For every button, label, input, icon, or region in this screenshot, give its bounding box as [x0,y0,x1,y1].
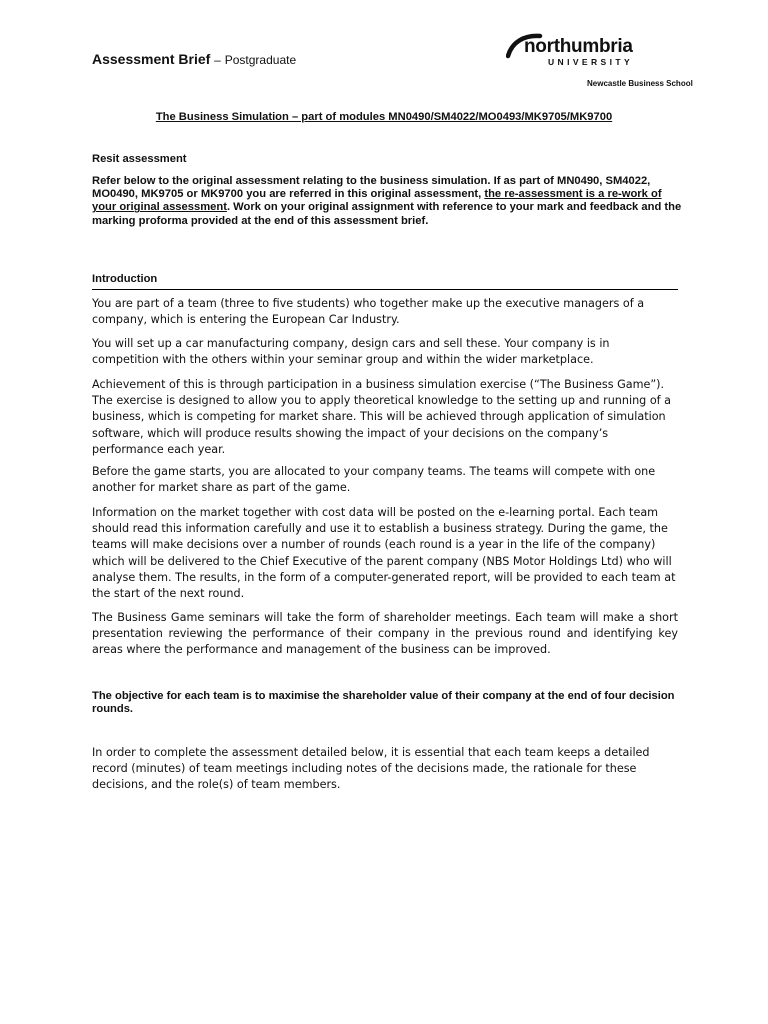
header-title [92,51,296,67]
resit-text-end: . Work on your original assignment with reference to your mark and feedback and the marking proforma provided at the end of this assessment brief. [92,201,682,227]
objective-statement: The objective for each team is to maximise the shareholder value of their company at the end of four decision rounds. [92,690,675,716]
resit-text-underlined: the re-assessment is a re-work of your original assessment [92,188,662,214]
introduction-divider [92,289,678,290]
logo-school-name: Newcastle Business School [587,79,693,88]
document-title: The Business Simulation – part of modules MN0490/SM4022/MO0493/MK9705/MK9700 [155,111,613,123]
university-logo [506,32,693,92]
logo-wordmark: northumbria [524,36,633,57]
resit-text-start: Refer below to the original assessment relating to the business simulation. If as part of MN0490, SM4022, MO0490, MK9705 or MK9700 you are referred in this original assessment, [92,175,651,201]
header-title-main: Assessment Brief [92,51,211,67]
introduction-heading: Introduction [92,273,158,285]
intro-paragraph-1: You are part of a team (three to five students) who together make up the executive managers of a company, which is entering the European Car Industry. [92,297,645,327]
closing-paragraph: In order to complete the assessment detailed below, it is essential that each team keeps a detailed record (minutes) of team meetings including notes of the decisions made, the rationale for these decisions, and the role(s) of team members. [92,746,650,792]
intro-paragraph-5: Information on the market together with cost data will be posted on the e-learning portal. Each team should read this information carefully and use it to establish a business strategy. During the game, the teams will make decisions over a number of rounds (each round is a year in the life of the company) which will be delivered to the Chief Executive of the parent company (NBS Motor Holdings Ltd) who will analyse them. The results, in the form of a computer-generated report, will be provided to each team at the start of the next round. [92,506,676,601]
intro-paragraph-4: Before the game starts, you are allocated to your company teams. The teams will compete with one another for market share as part of the game. [92,465,656,495]
intro-paragraph-2: You will set up a car manufacturing company, design cars and sell these. Your company is in competition with the others within your seminar group and within the wider marketplace. [92,337,610,367]
resit-heading: Resit assessment [92,153,187,165]
resit-paragraph [92,175,682,228]
intro-paragraph-3: Achievement of this is through participation in a business simulation exercise (“The Business Game”). The exercise is designed to allow you to apply theoretical knowledge to the setting up and running of a business, which is competing for market share. This will be achieved through application of simulation software, which will produce results showing the impact of your decisions on the company’s performance each year. [92,378,672,456]
header-separator: – [214,53,221,67]
header-subtitle: Postgraduate [224,53,297,67]
logo-university: UNIVERSITY [548,57,634,67]
intro-paragraph-6: The Business Game seminars will take the form of shareholder meetings. Each team will make a short presentation reviewing the performance of their company in the previous round and identifying key areas where the performance and management of the business can be improved. [92,611,678,657]
